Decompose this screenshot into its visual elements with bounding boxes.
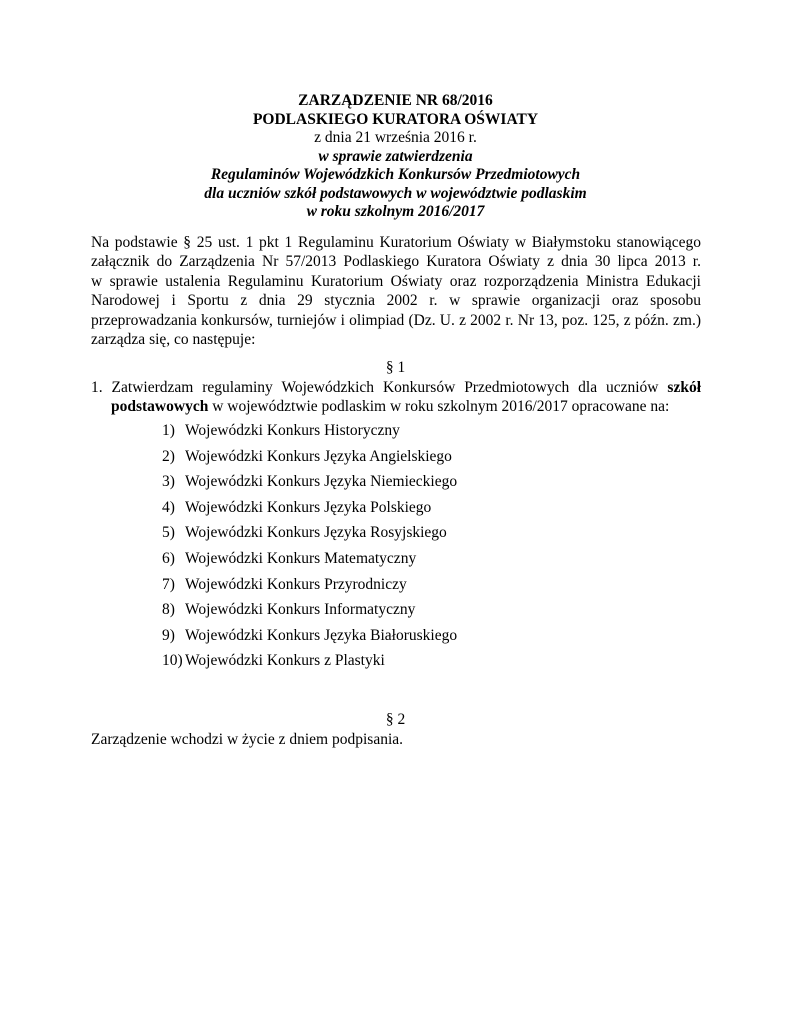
list-item-number: 8) (162, 601, 175, 619)
subject-line-4: w roku szkolnym 2016/2017 (306, 203, 485, 220)
legal-basis-line: zarządza się, co następuje: (91, 330, 256, 348)
list-item (162, 523, 457, 549)
point-1-line-1 (91, 378, 701, 397)
legal-basis-paragraph (91, 233, 701, 349)
list-item-label: Wojewódzki Konkurs Języka Rosyjskiego (185, 524, 447, 542)
point-1-bold-text-2: podstawowych (111, 398, 209, 416)
list-item (162, 651, 457, 677)
legal-basis-line: przeprowadzania konkursów, turniejów i olimpiad (Dz. U. z 2002 r. Nr 13, poz. 125, z późn. zm.) (91, 311, 701, 329)
list-item-number: 2) (162, 447, 175, 465)
ordinance-title: ZARZĄDZENIE NR 68/2016 (298, 92, 493, 109)
legal-basis-line: Na podstawie § 25 ust. 1 pkt 1 Regulaminu Kuratorium Oświaty w Białymstoku stanowiącego (91, 234, 701, 251)
list-item-number: 5) (162, 524, 175, 542)
point-1-text: Zatwierdzam regulaminy Wojewódzkich Konkursów Przedmiotowych dla uczniów (111, 379, 659, 396)
list-item (162, 549, 457, 575)
point-1-bold-text: szkół (667, 379, 702, 396)
legal-basis-line: w sprawie ustalenia Regulaminu Kuratorium Oświaty oraz rozporządzenia Ministra Edukacji (91, 272, 701, 290)
list-item-label: Wojewódzki Konkurs Języka Białoruskiego (185, 626, 458, 644)
section-1-heading: § 1 (385, 359, 406, 376)
list-item (162, 575, 457, 601)
point-number: 1. (91, 379, 103, 396)
issue-date: z dnia 21 września 2016 r. (314, 129, 477, 146)
subject-line-3: dla uczniów szkół podstawowych w województwie podlaskim (204, 184, 587, 202)
list-item-number: 4) (162, 498, 175, 516)
subject-line-1: w sprawie zatwierdzenia (318, 147, 473, 165)
legal-basis-line: załącznik do Zarządzenia Nr 57/2013 Podlaskiego Kuratora Oświaty z dnia 30 lipca 2013 r. (91, 253, 701, 271)
list-item-number: 6) (162, 549, 175, 567)
competition-list (162, 421, 457, 677)
list-item-label: Wojewódzki Konkurs Przyrodniczy (185, 575, 407, 593)
list-item-number: 1) (162, 422, 175, 439)
list-item-label: Wojewódzki Konkurs Języka Niemieckiego (185, 473, 458, 491)
list-item-number: 7) (162, 575, 175, 593)
document-header (0, 92, 791, 222)
list-item (162, 447, 457, 473)
subject-line-2: Regulaminów Wojewódzkich Konkursów Przedmiotowych (210, 166, 581, 183)
list-item-label: Wojewódzki Konkurs Informatyczny (185, 601, 416, 619)
list-item (162, 421, 457, 447)
list-item-label: Wojewódzki Konkurs Języka Polskiego (185, 498, 432, 516)
point-1-text-2: w województwie podlaskim w roku szkolnym 2016/2017 opracowane na: (212, 398, 670, 416)
list-item (162, 600, 457, 626)
list-item-label: Wojewódzki Konkurs z Plastyki (185, 652, 385, 670)
list-item-label: Wojewódzki Konkurs Matematyczny (185, 549, 417, 567)
list-item (162, 626, 457, 652)
list-item-number: 10) (162, 652, 183, 670)
section-1-point-1 (91, 378, 701, 417)
section-2-heading: § 2 (385, 711, 406, 728)
issuing-authority: PODLASKIEGO KURATORA OŚWIATY (252, 110, 539, 128)
list-item-number: 3) (162, 473, 175, 491)
legal-basis-line: Narodowej i Sportu z dnia 29 stycznia 2002 r. w sprawie organizacji oraz sposobu (91, 292, 701, 310)
list-item (162, 472, 457, 498)
list-item-label: Wojewódzki Konkurs Języka Angielskiego (185, 447, 452, 465)
point-1-line-2 (91, 397, 701, 416)
list-item (162, 498, 457, 524)
list-item-number: 9) (162, 626, 175, 644)
section-2-text: Zarządzenie wchodzi w życie z dniem podpisania. (91, 731, 404, 748)
list-item-label: Wojewódzki Konkurs Historyczny (185, 422, 400, 439)
